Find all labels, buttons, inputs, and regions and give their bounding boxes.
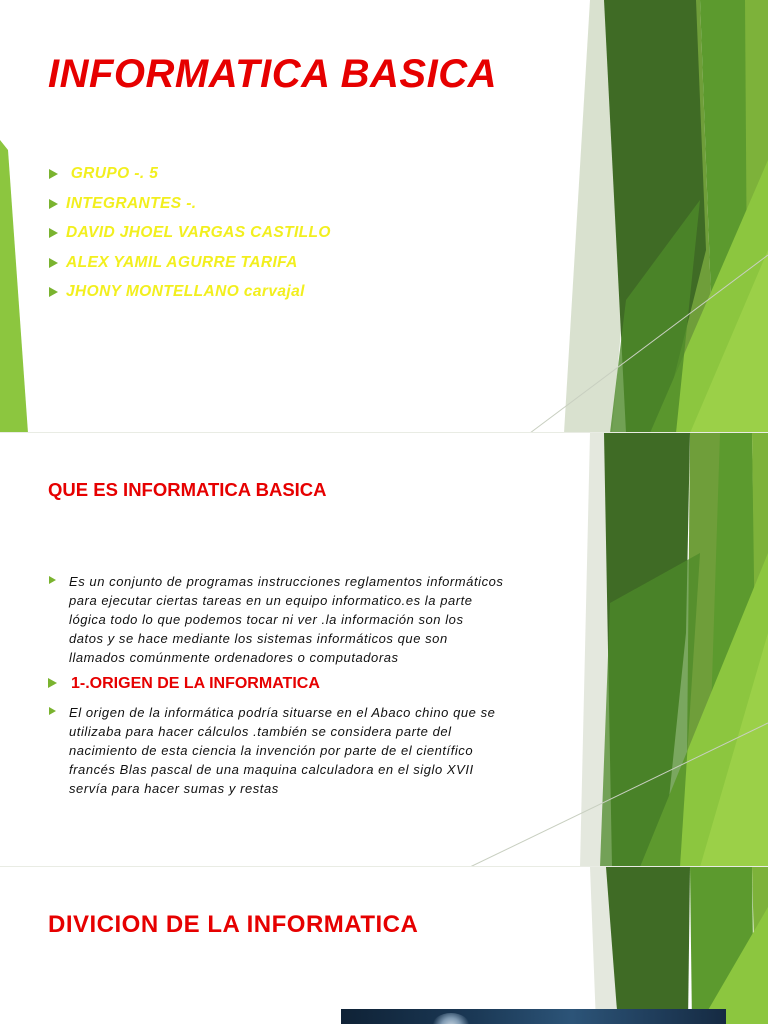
list-item-text: GRUPO -. 5 [66,165,159,182]
slide-1 [0,0,768,433]
paragraph-line: llamados comúnmente ordenadores o computadoras [69,650,399,665]
paragraph-line: datos y se hace mediante los sistemas informáticos que son [69,631,448,646]
paragraph-line: utilizaba para hacer cálculos .también se considera parte del [69,724,452,739]
list-item-text: DAVID JHOEL VARGAS CASTILLO [66,224,331,242]
section-heading [48,675,320,693]
section-heading-text: 1-.ORIGEN DE LA INFORMATICA [71,675,320,692]
slide-title: DIVICION DE LA INFORMATICA [48,911,419,938]
definition-paragraph [48,572,588,667]
list-item [48,282,331,312]
triangle-bullet-icon [49,707,56,715]
paragraph-line: El origen de la informática podría situarse en el Abaco chino que se [69,705,496,720]
paragraph-line: Es un conjunto de programas instrucciones reglamentos informáticos [69,574,504,589]
triangle-bullet-icon [49,258,58,268]
list-item-text: JHONY MONTELLANO carvajal [66,283,305,301]
list-item [48,164,331,194]
triangle-bullet-icon [49,228,58,238]
paragraph-line: para ejecutar ciertas tareas en un equipo informatico.es la parte [69,593,473,608]
origin-paragraph [48,703,588,798]
paragraph-line: lógica todo lo que podemos tocar ni ver .la información son los [69,612,464,627]
slide-3 [0,867,768,1024]
list-item [48,194,331,224]
triangle-bullet-icon [48,678,57,688]
triangle-bullet-icon [49,576,56,584]
green-decoration [0,867,768,1024]
triangle-bullet-icon [49,199,58,209]
member-list [48,164,331,312]
list-item-text: ALEX YAMIL AGURRE TARIFA [66,253,298,271]
triangle-bullet-icon [49,287,58,297]
paragraph-line: nacimiento de esta ciencia la invención por parte de el científico [69,743,474,758]
list-item-text: INTEGRANTES -. [66,194,197,212]
paragraph-line: servía para hacer sumas y restas [69,781,279,796]
triangle-bullet-icon [49,169,58,179]
list-item [48,253,331,283]
image-highlight [431,1013,471,1024]
slide-2 [0,433,768,867]
slide-title: INFORMATICA BASICA [48,52,497,96]
slide-image [341,1009,726,1024]
slide-title: QUE ES INFORMATICA BASICA [48,479,327,500]
paragraph-line: francés Blas pascal de una maquina calculadora en el siglo XVII [69,762,474,777]
list-item [48,223,331,253]
